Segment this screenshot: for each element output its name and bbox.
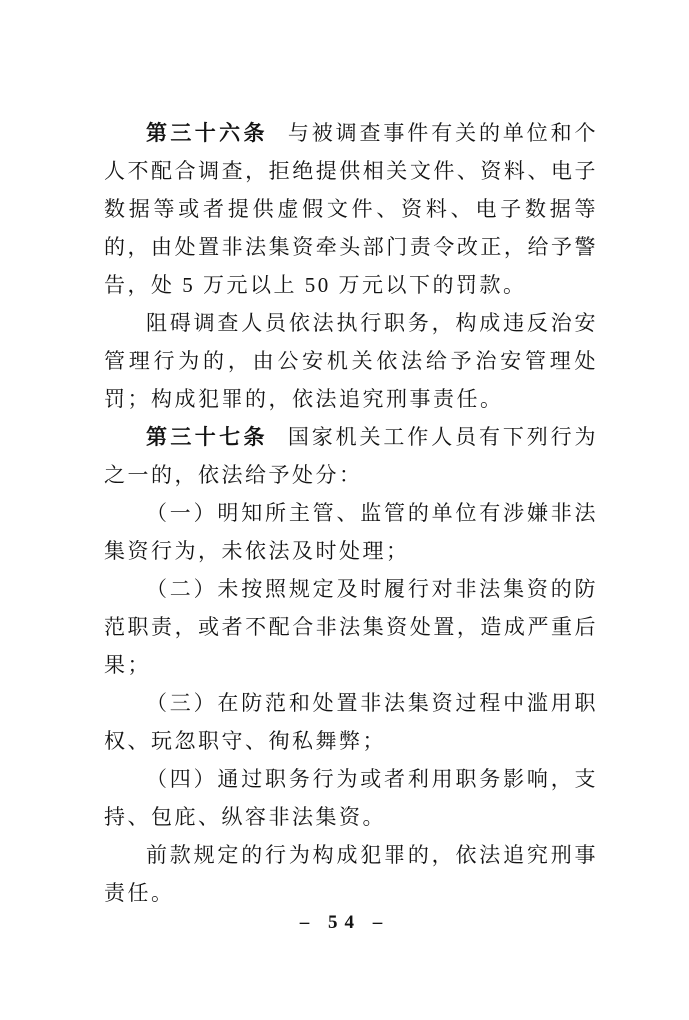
article-36-number: 第三十六条 (146, 121, 268, 145)
item-3-text: （三）在防范和处置非法集资过程中滥用职权、玩忽职守、徇私舞弊； (104, 691, 598, 753)
criminal-liability-text: 前款规定的行为构成犯罪的，依法追究刑事责任。 (104, 843, 598, 905)
article-37-item-2 (104, 570, 598, 684)
article-36-text: 与被调查事件有关的单位和个人不配合调查，拒绝提供相关文件、资料、电子数据等或者提供虚假文件、资料、电子数据等的，由处置非法集资牵头部门责令改正，给予警告，处 5 万元以上 50 万元以下的罚款。 (104, 121, 599, 297)
criminal-liability-paragraph (104, 836, 598, 912)
item-1-text: （一）明知所主管、监管的单位有涉嫌非法集资行为，未依法及时处理； (104, 501, 598, 563)
obstruction-paragraph (104, 304, 598, 418)
item-4-text: （四）通过职务行为或者利用职务影响，支持、包庇、纵容非法集资。 (104, 767, 598, 829)
article-37-item-1 (104, 494, 598, 570)
article-37-text: 国家机关工作人员有下列行为之一的，依法给予处分： (104, 425, 599, 487)
article-37-paragraph (104, 418, 598, 494)
article-37-item-4 (104, 760, 598, 836)
obstruction-text: 阻碍调查人员依法执行职务，构成违反治安管理行为的，由公安机关依法给予治安管理处罚；构成犯罪的，依法追究刑事责任。 (104, 311, 598, 411)
body-text-block (104, 114, 598, 912)
item-2-text: （二）未按照规定及时履行对非法集资的防范职责，或者不配合非法集资处置，造成严重后果； (104, 577, 598, 677)
article-36-paragraph (104, 114, 598, 304)
article-37-item-3 (104, 684, 598, 760)
article-37-number: 第三十七条 (146, 425, 268, 449)
page-number: – 54 – (299, 912, 390, 933)
